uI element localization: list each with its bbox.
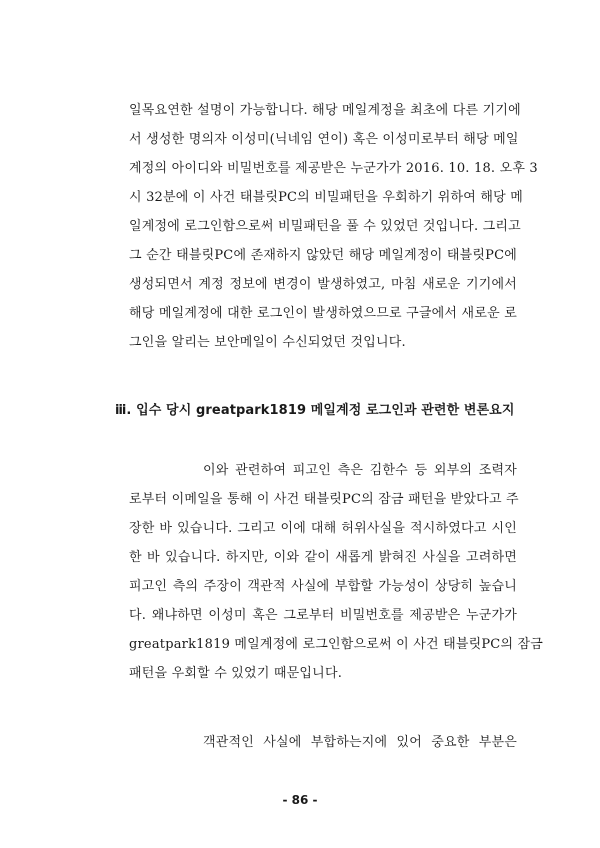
- paragraph-1-line-4: 시 32분에 이 사건 태블릿PC의 비밀패턴을 우회하기 위하여 해당 메: [129, 190, 523, 205]
- paragraph-2-line-1: 이와 관련하여 피고인 측은 김한수 등 외부의 조력자: [203, 463, 517, 478]
- section-heading: ⅲ. 입수 당시 greatpark1819 메일계정 로그인과 관련한 변론요지: [115, 403, 515, 418]
- paragraph-1-line-9: 그인을 알리는 보안메일이 수신되었던 것입니다.: [129, 335, 406, 350]
- paragraph-2-line-4: 한 바 있습니다. 하지만, 이와 같이 새롭게 밝혀진 사실을 고려하면: [129, 550, 517, 565]
- paragraph-2-line-8: 패턴을 우회할 수 있었기 때문입니다.: [129, 666, 343, 681]
- paragraph-2-line-3: 장한 바 있습니다. 그리고 이에 대해 허위사실을 적시하였다고 시인: [129, 521, 517, 536]
- paragraph-1-line-7: 생성되면서 계정 정보에 변경이 발생하였고, 마침 새로운 기기에서: [129, 277, 517, 292]
- page-number: - 86 -: [282, 793, 318, 807]
- paragraph-2-line-2: 로부터 이메일을 통해 이 사건 태블릿PC의 잠금 패턴을 받았다고 주: [129, 492, 519, 507]
- paragraph-1-line-2: 서 생성한 명의자 이성미(닉네임 연이) 혹은 이성미로부터 해당 메일: [129, 132, 519, 147]
- paragraph-2-line-5: 피고인 측의 주장이 객관적 사실에 부합할 가능성이 상당히 높습니: [129, 579, 517, 594]
- paragraph-2-line-7: greatpark1819 메일계정에 로그인함으로써 이 사건 태블릿PC의 잠금: [129, 637, 544, 652]
- paragraph-2-line-6: 다. 왜냐하면 이성미 혹은 그로부터 비밀번호를 제공받은 누군가가: [129, 608, 517, 623]
- paragraph-3-line-1: 객관적인 사실에 부합하는지에 있어 중요한 부분은: [203, 735, 517, 750]
- paragraph-1-line-8: 해당 메일계정에 대한 로그인이 발생하였으므로 구글에서 새로운 로: [129, 306, 517, 321]
- paragraph-1-line-6: 그 순간 태블릿PC에 존재하지 않았던 해당 메일계정이 태블릿PC에: [129, 248, 517, 263]
- paragraph-1-line-5: 일계정에 로그인함으로써 비밀패턴을 풀 수 있었던 것입니다. 그리고: [129, 219, 521, 234]
- paragraph-1-line-1: 일목요연한 설명이 가능합니다. 해당 메일계정을 최초에 다른 기기에: [129, 103, 521, 118]
- paragraph-1-line-3: 계정의 아이디와 비밀번호를 제공받은 누군가가 2016. 10. 18. 오후 3: [129, 161, 538, 176]
